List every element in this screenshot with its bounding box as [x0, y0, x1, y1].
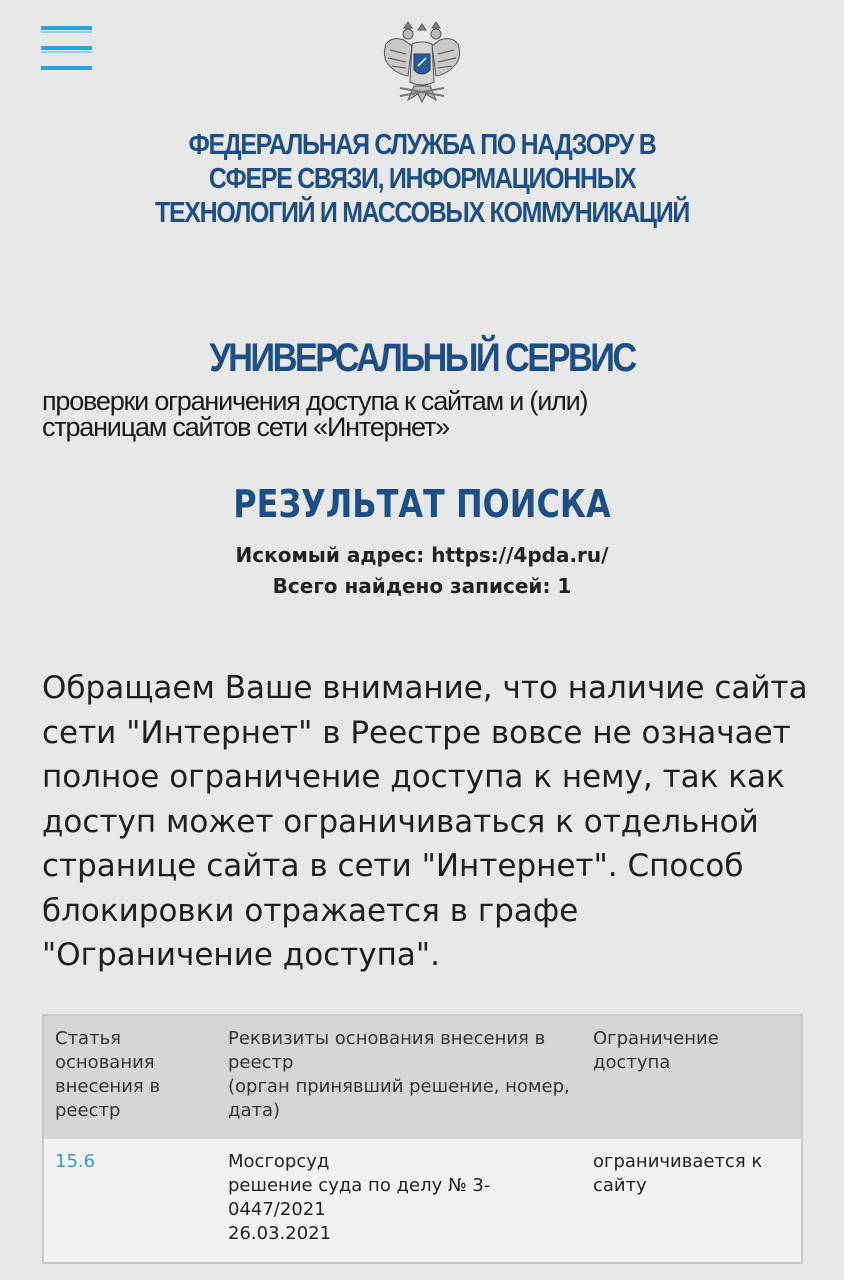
double-headed-eagle-emblem-icon [378, 16, 466, 106]
registry-table [42, 1014, 803, 1264]
agency-name [145, 128, 699, 230]
article-link[interactable]: 15.6 [55, 1151, 96, 1172]
service-subtitle [42, 388, 762, 440]
header-article: Статья основания внесения в реестр [43, 1015, 217, 1139]
cell-article [43, 1139, 217, 1263]
result-title: РЕЗУЛЬТАТ ПОИСКА [233, 482, 611, 526]
header-details: Реквизиты основания внесения в реестр (орган принявший решение, номер, дата) [217, 1015, 582, 1139]
table-header-row [43, 1015, 802, 1139]
header-restriction: Ограничение доступа [582, 1015, 802, 1139]
total-found: Всего найдено записей: 1 [272, 574, 572, 598]
service-subtitle-line: проверки ограничения доступа к сайтам и (или) [42, 386, 588, 416]
agency-line: ТЕХНОЛОГИЙ И МАССОВЫХ КОММУНИКАЦИЙ [154, 197, 689, 229]
hamburger-icon [41, 26, 92, 30]
agency-line: СФЕРЕ СВЯЗИ, ИНФОРМАЦИОННЫХ [208, 163, 636, 195]
cell-restriction: ограничивается к сайту [582, 1139, 802, 1263]
notice-text: Обращаем Ваше внимание, что наличие сайта сети "Интернет" в Реестре вовсе не означает полное ограничение доступа к нему, так как доступ может ограничиваться к отдельной странице сайта в сети "Интернет". Способ блокировки отражается в графе "Ограничение доступа". [42, 670, 808, 973]
searched-address: Искомый адрес: https://4pda.ru/ [235, 543, 609, 567]
service-subtitle-line: страницам сайтов сети «Интернет» [42, 412, 449, 442]
hamburger-menu-button[interactable] [41, 26, 92, 70]
cell-details: Мосгорсуд решение суда по делу № 3-0447/2021 26.03.2021 [217, 1139, 582, 1263]
table-row [43, 1139, 802, 1263]
agency-line: ФЕДЕРАЛЬНАЯ СЛУЖБА ПО НАДЗОРУ В [188, 129, 656, 161]
service-title: УНИВЕРСАЛЬНЫЙ СЕРВИС [209, 336, 635, 380]
